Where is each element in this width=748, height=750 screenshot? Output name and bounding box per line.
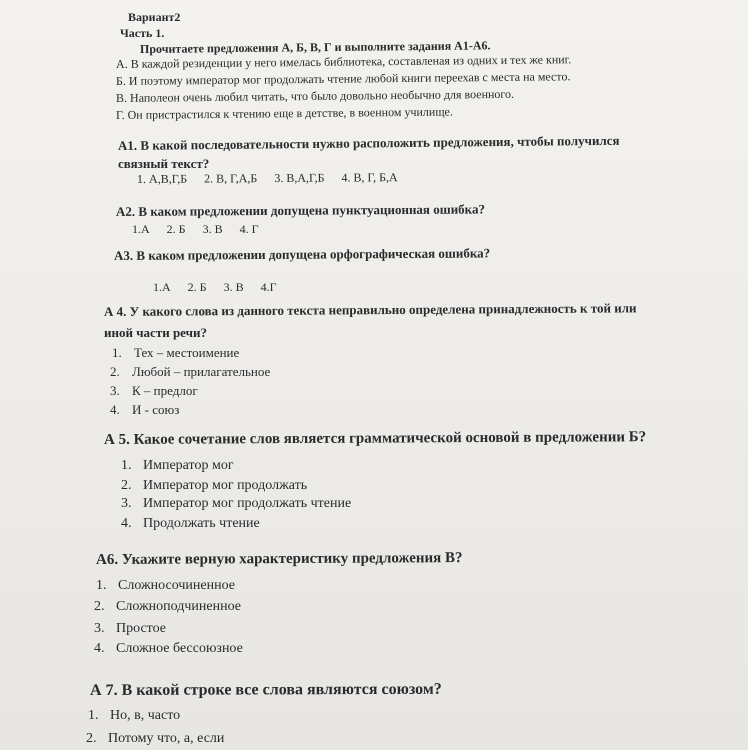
a5-option-1 <box>121 458 234 474</box>
instructions: Прочитаете предложения А, Б, В, Г и выполните задания А1-А6. <box>139 38 491 56</box>
a6-option-3-number: 3. <box>94 621 105 636</box>
question-a1-line2: связный текст? <box>118 156 210 171</box>
a6-option-2-number: 2. <box>94 599 105 614</box>
a5-option-3-number: 3. <box>121 496 132 511</box>
a2-options <box>132 222 273 237</box>
a7-option-2-number: 2. <box>86 731 97 746</box>
a3-option-4: 4.Г <box>260 280 277 294</box>
question-a2: А2. В каком предложении допущена пунктуационная ошибка? <box>115 201 486 219</box>
a4-option-2 <box>110 364 270 380</box>
a6-option-4 <box>94 641 243 657</box>
a5-option-3-text: Император мог продолжать чтение <box>143 496 352 511</box>
question-a4-line2: иной части речи? <box>104 325 207 340</box>
a1-option-3: 3. В,А,Г,Б <box>274 170 325 186</box>
a3-option-3: 3. В <box>223 280 244 294</box>
a5-option-2-text: Император мог продолжать <box>143 478 308 493</box>
sentence-g: Г. Он пристрастился к чтению еще в детстве, в военном училище. <box>115 104 453 122</box>
part-title: Часть 1. <box>120 26 165 40</box>
a5-option-2-number: 2. <box>121 478 132 493</box>
question-a7: А 7. В какой строке все слова являются союзом? <box>89 680 442 699</box>
a1-option-2: 2. В, Г,А,Б <box>204 171 258 186</box>
a6-option-1-text: Сложносочиненное <box>118 578 235 593</box>
question-a1: А1. В какой последовательности нужно расположить предложения, чтобы получился <box>117 132 620 153</box>
a4-option-3-number: 3. <box>110 383 120 398</box>
a4-option-2-number: 2. <box>110 364 120 379</box>
a7-option-1 <box>88 708 180 724</box>
a4-option-4 <box>110 402 179 418</box>
a5-option-4-text: Продолжать чтение <box>143 516 260 531</box>
a7-option-1-text: Но, в, часто <box>110 708 181 723</box>
a4-option-2-text: Любой – прилагательное <box>132 364 271 379</box>
sentence-a: А. В каждой резиденции у него имелась библиотека, составленая из одних и тех же книг. <box>115 52 572 71</box>
a1-option-4: 4. В, Г, Б,А <box>341 170 398 185</box>
variant-title: Вариант2 <box>128 10 181 24</box>
a6-option-4-number: 4. <box>94 641 105 656</box>
a5-option-1-number: 1. <box>121 458 132 473</box>
a6-option-2-text: Сложноподчиненное <box>116 599 241 614</box>
a2-option-3: 3. В <box>202 222 223 236</box>
a7-option-1-number: 1. <box>88 708 99 723</box>
a6-option-3 <box>94 621 166 637</box>
a5-option-3 <box>121 496 351 512</box>
a5-option-4-number: 4. <box>121 516 132 531</box>
a6-option-4-text: Сложное бессоюзное <box>116 641 243 656</box>
a3-option-1: 1.А <box>153 280 171 294</box>
a4-option-1-number: 1. <box>112 345 122 360</box>
a2-option-2: 2. Б <box>166 222 186 236</box>
a4-option-1-text: Тех – местоимение <box>134 345 240 360</box>
a3-option-2: 2. Б <box>187 280 207 294</box>
a1-option-1: 1. А,В,Г,Б <box>136 171 188 186</box>
a6-option-3-text: Простое <box>116 621 166 636</box>
a1-options <box>137 170 412 187</box>
question-a5: А 5. Какое сочетание слов является грамматической основой в предложении Б? <box>103 429 647 448</box>
a2-option-4: 4. Г <box>239 222 259 236</box>
a7-option-2-text: Потому что, а, если <box>108 731 225 746</box>
sentence-b: Б. И поэтому император мог продолжать чтение любой книги переехав с места на место. <box>115 69 571 88</box>
question-a3: А3. В каком предложении допущена орфографическая ошибка? <box>113 245 491 263</box>
a5-option-2 <box>121 478 307 494</box>
a2-option-1: 1.А <box>132 222 150 236</box>
a3-options <box>153 280 291 295</box>
a6-option-2 <box>94 599 241 615</box>
a4-option-4-text: И - союз <box>132 402 180 417</box>
a5-option-4 <box>121 516 260 532</box>
a7-option-2 <box>86 731 224 747</box>
a4-option-3 <box>110 383 198 399</box>
a6-option-1-number: 1. <box>96 578 107 593</box>
a4-option-4-number: 4. <box>110 402 120 417</box>
a4-option-3-text: К – предлог <box>132 383 198 398</box>
a5-option-1-text: Император мог <box>143 458 234 473</box>
question-a6: А6. Укажите верную характеристику предложения В? <box>95 550 463 568</box>
sentence-v: В. Наполеон очень любил читать, что было довольно необычно для военного. <box>115 86 515 105</box>
question-a4: А 4. У какого слова из данного текста неправильно определена принадлежность к той или <box>103 300 637 319</box>
a4-option-1 <box>112 345 239 361</box>
a6-option-1 <box>96 578 235 594</box>
